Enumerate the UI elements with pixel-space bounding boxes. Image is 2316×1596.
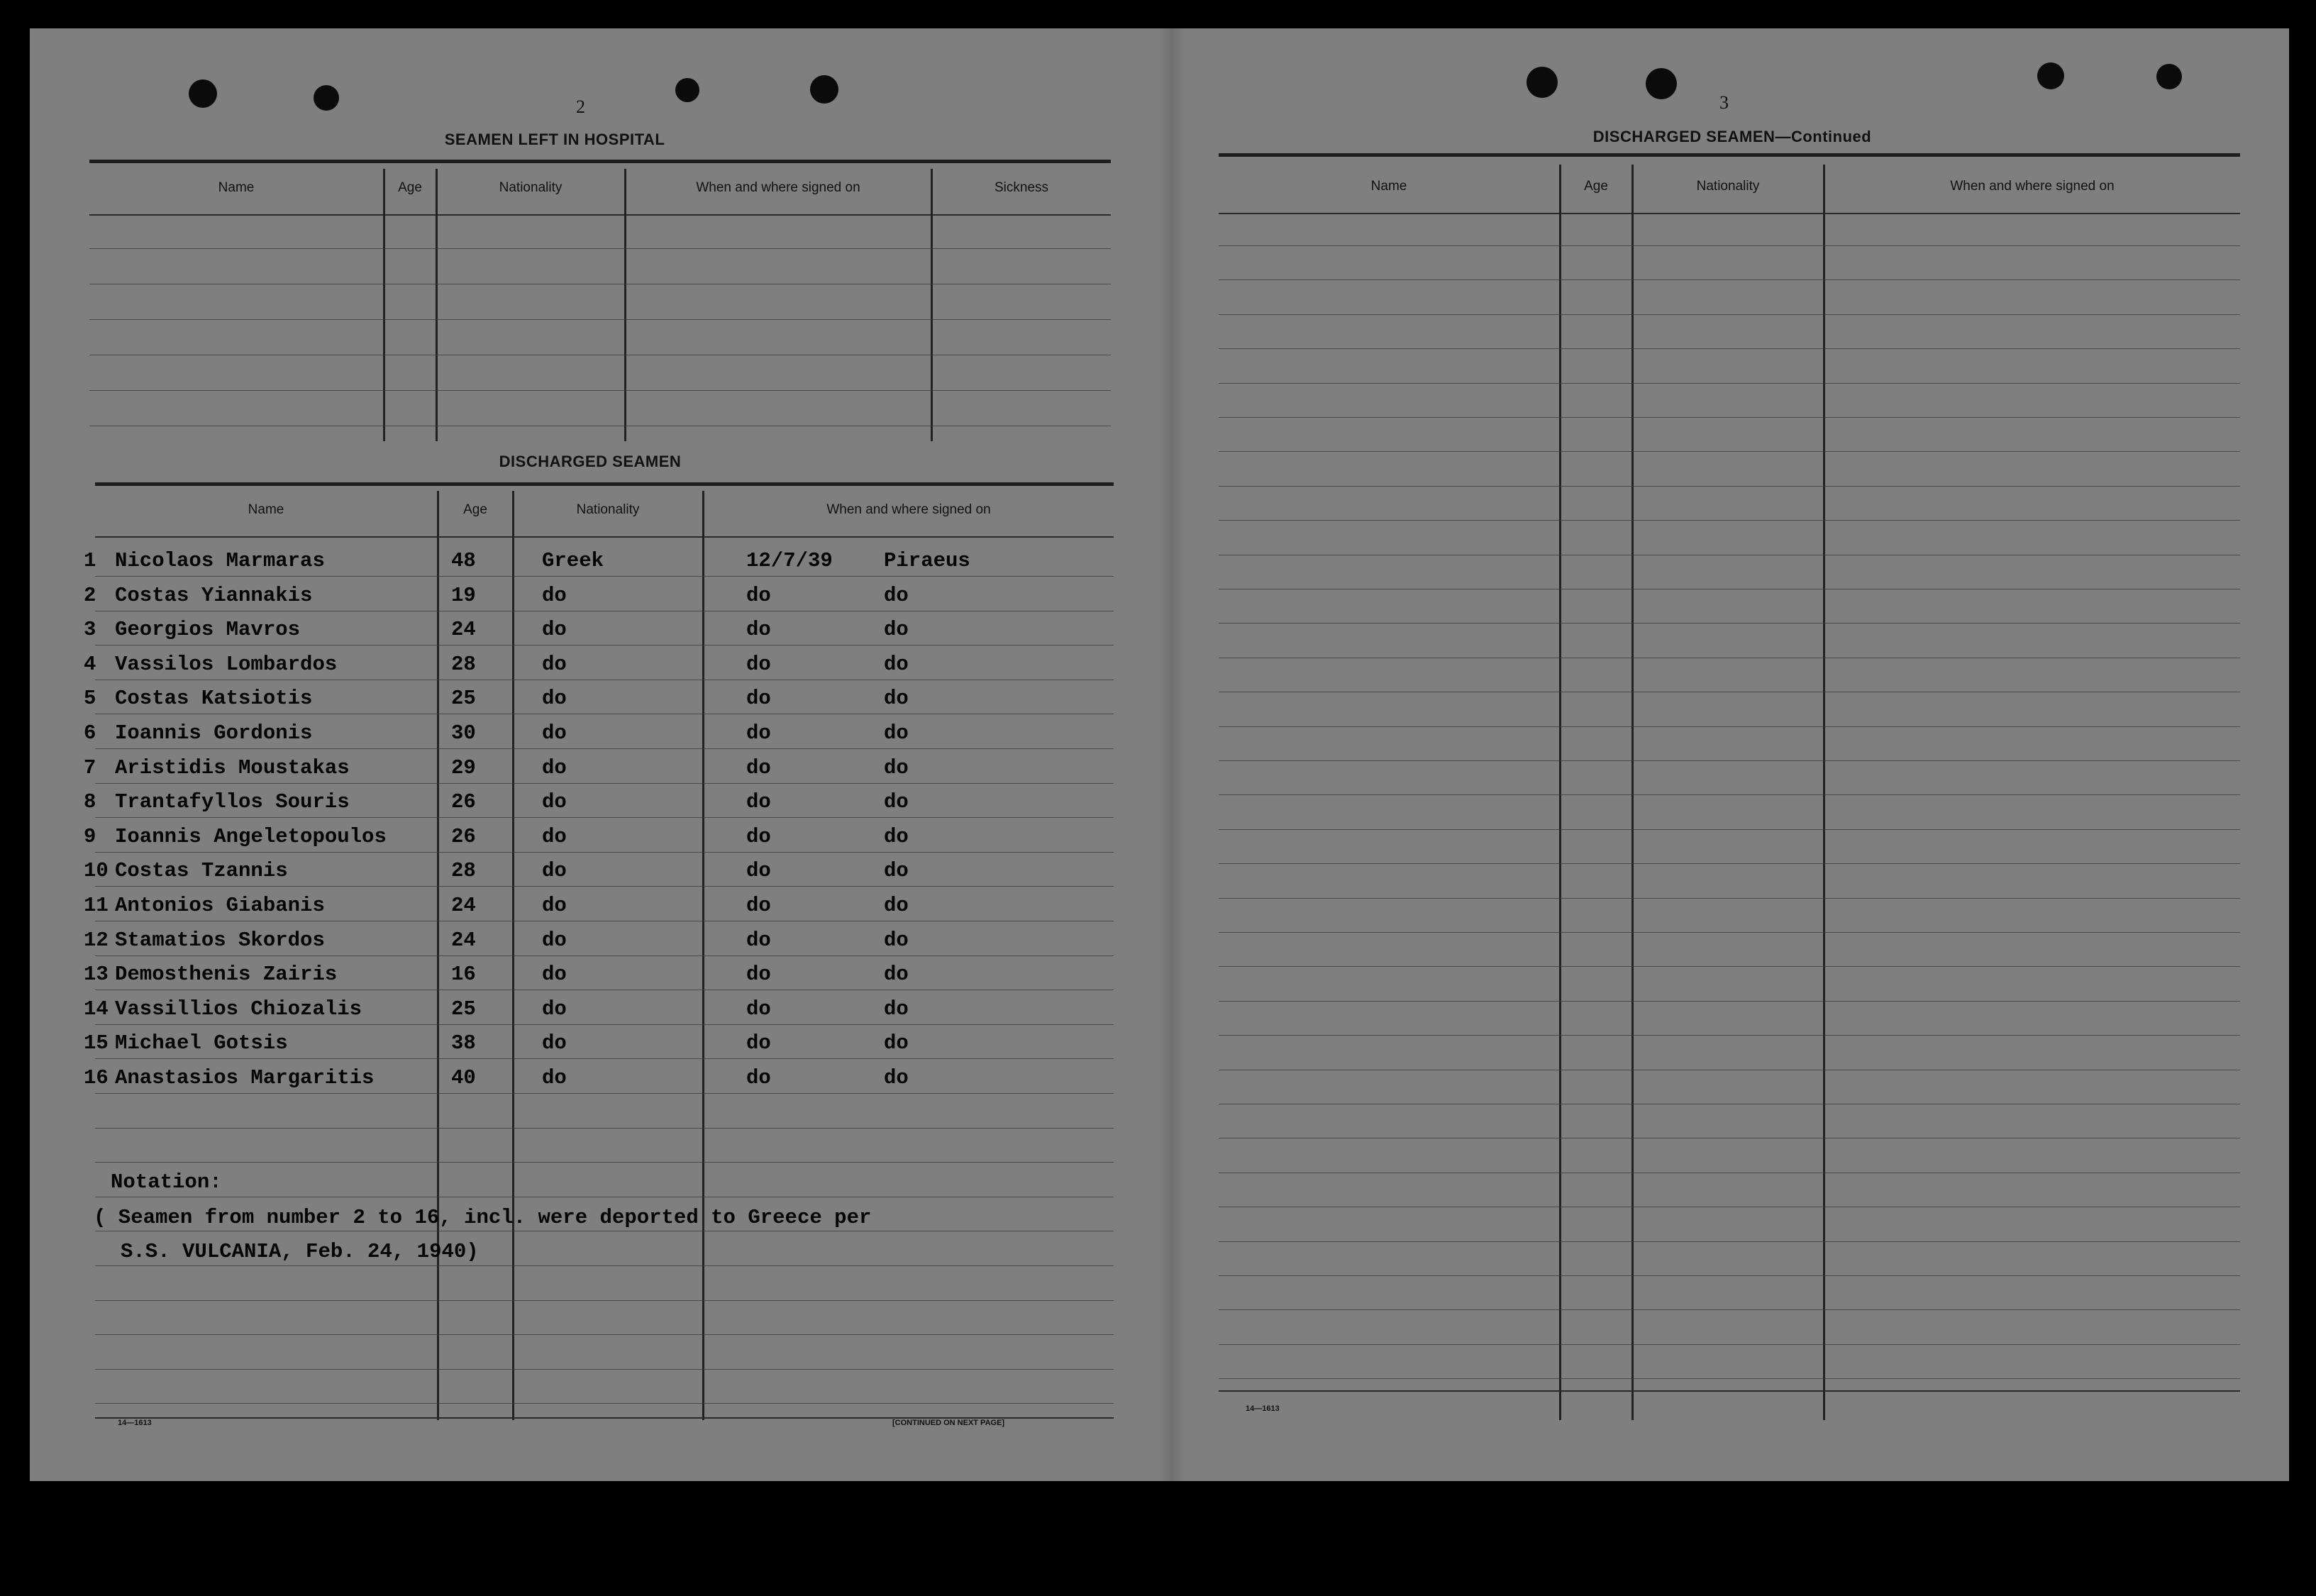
row-number: 12 <box>84 928 109 952</box>
seaman-name: Ioannis Angeletopoulos <box>115 824 387 848</box>
signed-on-date: do <box>746 963 771 987</box>
ruled-line <box>95 783 1114 784</box>
discharged-top-rule <box>95 482 1114 486</box>
right-col-age: Age <box>1584 179 1608 194</box>
seaman-age: 24 <box>451 618 476 642</box>
right-bottom-rule <box>1219 1390 2240 1392</box>
table-row <box>84 752 1112 785</box>
right-col-divider <box>1631 165 1634 1420</box>
hospital-col-age: Age <box>398 180 422 195</box>
seaman-nationality: do <box>542 618 567 642</box>
ruled-line <box>1219 417 2240 418</box>
seaman-name: Ioannis Gordonis <box>115 721 313 745</box>
seaman-age: 25 <box>451 997 476 1021</box>
hospital-header-rule <box>89 214 1111 216</box>
hospital-col-divider <box>383 169 385 441</box>
signed-on-date: do <box>746 687 771 711</box>
ruled-line <box>95 1128 1114 1129</box>
table-row <box>84 1027 1112 1060</box>
seaman-nationality: do <box>542 963 567 987</box>
ruled-line <box>1219 1275 2240 1276</box>
punch-hole <box>2037 62 2064 89</box>
discharged-section-title: DISCHARGED SEAMEN <box>499 453 682 470</box>
signed-on-place: do <box>884 963 909 987</box>
seaman-nationality: do <box>542 790 567 814</box>
punch-hole <box>189 79 217 108</box>
row-number: 16 <box>84 1066 109 1090</box>
seaman-nationality: do <box>542 894 567 917</box>
hospital-col-nationality: Nationality <box>499 180 563 195</box>
seaman-age: 38 <box>451 1031 476 1055</box>
seaman-age: 28 <box>451 859 476 883</box>
right-section-title <box>1505 128 1959 146</box>
right-col-signed-on: When and where signed on <box>1950 179 2115 194</box>
table-row <box>84 717 1112 750</box>
right-top-rule <box>1219 153 2240 157</box>
seaman-age: 24 <box>451 928 476 952</box>
right-col-nationality: Nationality <box>1696 179 1760 194</box>
signed-on-place: do <box>884 790 909 814</box>
hospital-col-sickness: Sickness <box>994 180 1049 195</box>
ruled-line <box>1219 932 2240 933</box>
table-row <box>84 545 1112 577</box>
ruled-line <box>1219 863 2240 864</box>
ruled-line <box>95 1334 1114 1335</box>
seaman-name: Vassillios Chiozalis <box>115 997 362 1021</box>
signed-on-place: Piraeus <box>884 549 970 572</box>
signed-on-date: do <box>746 790 771 814</box>
notation-heading: Notation: <box>111 1170 222 1194</box>
table-row <box>84 1062 1112 1095</box>
signed-on-date: do <box>746 928 771 952</box>
seaman-name: Costas Yiannakis <box>115 583 313 607</box>
ruled-line <box>1219 1309 2240 1310</box>
row-number: 15 <box>84 1031 109 1055</box>
signed-on-place: do <box>884 928 909 952</box>
table-row <box>84 648 1112 681</box>
seaman-name: Vassilos Lombardos <box>115 652 338 676</box>
signed-on-date: do <box>746 997 771 1021</box>
ruled-line <box>1219 1378 2240 1379</box>
ruled-line <box>1219 1344 2240 1345</box>
signed-on-date: do <box>746 583 771 607</box>
ruled-line <box>95 1369 1114 1370</box>
seaman-age: 28 <box>451 652 476 676</box>
discharged-col-name: Name <box>248 502 284 517</box>
punch-hole <box>1527 67 1558 98</box>
row-number: 5 <box>84 687 96 711</box>
row-number: 2 <box>84 583 96 607</box>
seaman-age: 40 <box>451 1066 476 1090</box>
hospital-line <box>89 248 1111 249</box>
table-row <box>84 855 1112 887</box>
row-number: 6 <box>84 721 96 745</box>
signed-on-place: do <box>884 583 909 607</box>
ruled-line <box>95 576 1114 577</box>
seaman-age: 30 <box>451 721 476 745</box>
seaman-nationality: do <box>542 997 567 1021</box>
seaman-nationality: do <box>542 1031 567 1055</box>
form-number-right: 14—1613 <box>1246 1404 1280 1413</box>
signed-on-date: do <box>746 894 771 917</box>
table-row <box>84 993 1112 1026</box>
ruled-line <box>95 886 1114 887</box>
seaman-name: Trantafyllos Souris <box>115 790 350 814</box>
signed-on-date: do <box>746 652 771 676</box>
table-row <box>84 821 1112 853</box>
ruled-line <box>95 1265 1114 1266</box>
seaman-age: 26 <box>451 790 476 814</box>
hospital-col-divider <box>624 169 626 441</box>
seaman-name: Costas Tzannis <box>115 859 288 883</box>
discharged-header-rule <box>95 536 1114 538</box>
right-section-title-suffix: —Continued <box>1775 128 1872 145</box>
ruled-line <box>1219 966 2240 967</box>
discharged-col-signed-on: When and where signed on <box>826 502 991 517</box>
signed-on-place: do <box>884 755 909 780</box>
ruled-line <box>1219 314 2240 315</box>
signed-on-date: do <box>746 824 771 848</box>
continued-note: [CONTINUED ON NEXT PAGE] <box>892 1419 1005 1427</box>
signed-on-date: do <box>746 859 771 883</box>
ruled-line <box>1219 794 2240 795</box>
ruled-line <box>95 852 1114 853</box>
hospital-line <box>89 319 1111 320</box>
page-number-right: 3 <box>1719 92 1729 113</box>
seaman-nationality: do <box>542 687 567 711</box>
ruled-line <box>1219 623 2240 624</box>
row-number: 10 <box>84 859 109 883</box>
table-row <box>84 958 1112 991</box>
table-row <box>84 924 1112 957</box>
signed-on-place: do <box>884 997 909 1021</box>
page-number-left: 2 <box>576 96 585 117</box>
table-row <box>84 890 1112 922</box>
signed-on-place: do <box>884 652 909 676</box>
seaman-name: Costas Katsiotis <box>115 687 313 711</box>
table-row <box>84 614 1112 646</box>
signed-on-date: do <box>746 721 771 745</box>
seaman-nationality: Greek <box>542 549 604 572</box>
seaman-nationality: do <box>542 928 567 952</box>
seaman-age: 24 <box>451 894 476 917</box>
discharged-col-nationality: Nationality <box>576 502 640 517</box>
signed-on-place: do <box>884 894 909 917</box>
ruled-line <box>95 1093 1114 1094</box>
hospital-top-rule <box>89 160 1111 163</box>
punch-hole <box>1646 68 1677 99</box>
ruled-line <box>95 748 1114 749</box>
signed-on-place: do <box>884 1031 909 1055</box>
page-fold <box>1158 28 1186 1481</box>
seaman-age: 26 <box>451 824 476 848</box>
table-row <box>84 682 1112 715</box>
signed-on-date: do <box>746 618 771 642</box>
row-number: 11 <box>84 894 109 917</box>
hospital-col-divider <box>931 169 933 441</box>
row-number: 14 <box>84 997 109 1021</box>
right-header-rule <box>1219 213 2240 214</box>
discharged-col-age: Age <box>463 502 487 517</box>
seaman-name: Stamatios Skordos <box>115 928 325 952</box>
ruled-line <box>1219 726 2240 727</box>
hospital-line <box>89 390 1111 391</box>
seaman-name: Nicolaos Marmaras <box>115 549 325 572</box>
document-sheet <box>30 28 2289 1481</box>
seaman-age: 19 <box>451 583 476 607</box>
ruled-line <box>95 1024 1114 1025</box>
row-number: 3 <box>84 618 96 642</box>
right-section-title-main: DISCHARGED SEAMEN <box>1592 128 1775 145</box>
signed-on-place: do <box>884 824 909 848</box>
row-number: 9 <box>84 824 96 848</box>
signed-on-place: do <box>884 687 909 711</box>
right-col-divider <box>1559 165 1561 1420</box>
seaman-nationality: do <box>542 583 567 607</box>
punch-hole <box>675 78 699 102</box>
signed-on-place: do <box>884 859 909 883</box>
notation-line-1: ( Seamen from number 2 to 16, incl. were deported to Greece per <box>94 1206 872 1229</box>
hospital-col-divider <box>436 169 438 441</box>
signed-on-place: do <box>884 721 909 745</box>
ruled-line <box>1219 348 2240 349</box>
right-col-divider <box>1823 165 1825 1420</box>
signed-on-date: 12/7/39 <box>746 549 833 572</box>
signed-on-date: do <box>746 755 771 780</box>
seaman-name: Georgios Mavros <box>115 618 301 642</box>
hospital-col-name: Name <box>218 180 255 195</box>
punch-hole <box>810 75 838 104</box>
seaman-nationality: do <box>542 721 567 745</box>
signed-on-date: do <box>746 1066 771 1090</box>
ruled-line <box>1219 520 2240 521</box>
ruled-line <box>1219 829 2240 830</box>
ruled-line <box>95 955 1114 956</box>
seaman-nationality: do <box>542 824 567 848</box>
hospital-section-title: SEAMEN LEFT IN HOSPITAL <box>444 131 665 148</box>
seaman-nationality: do <box>542 859 567 883</box>
ruled-line <box>1219 486 2240 487</box>
ruled-line <box>95 1300 1114 1301</box>
signed-on-place: do <box>884 618 909 642</box>
ruled-line <box>95 1058 1114 1059</box>
seaman-age: 25 <box>451 687 476 711</box>
ruled-line <box>1219 383 2240 384</box>
ruled-line <box>1219 1241 2240 1242</box>
seaman-age: 29 <box>451 755 476 780</box>
seaman-nationality: do <box>542 1066 567 1090</box>
row-number: 8 <box>84 790 96 814</box>
ruled-line <box>1219 279 2240 280</box>
row-number: 13 <box>84 963 109 987</box>
seaman-name: Aristidis Moustakas <box>115 755 350 780</box>
ruled-line <box>95 1403 1114 1404</box>
signed-on-date: do <box>746 1031 771 1055</box>
row-number: 7 <box>84 755 96 780</box>
table-row <box>84 580 1112 612</box>
seaman-name: Antonios Giabanis <box>115 894 325 917</box>
seaman-nationality: do <box>542 755 567 780</box>
ruled-line <box>1219 451 2240 452</box>
seaman-nationality: do <box>542 652 567 676</box>
seaman-age: 48 <box>451 549 476 572</box>
form-number-left: 14—1613 <box>118 1419 152 1427</box>
seaman-age: 16 <box>451 963 476 987</box>
ruled-line <box>95 817 1114 818</box>
table-row <box>84 786 1112 819</box>
notation-line-2: S.S. VULCANIA, Feb. 24, 1940) <box>121 1240 479 1263</box>
ruled-line <box>1219 1035 2240 1036</box>
ruled-line <box>1219 1001 2240 1002</box>
signed-on-place: do <box>884 1066 909 1090</box>
punch-hole <box>2156 64 2182 89</box>
hospital-col-signed-on: When and where signed on <box>696 180 860 195</box>
right-col-name: Name <box>1370 179 1407 194</box>
row-number: 4 <box>84 652 96 676</box>
ruled-line <box>1219 760 2240 761</box>
seaman-name: Michael Gotsis <box>115 1031 288 1055</box>
row-number: 1 <box>84 549 96 572</box>
seaman-name: Demosthenis Zairis <box>115 963 338 987</box>
punch-hole <box>314 85 339 111</box>
ruled-line <box>95 1162 1114 1163</box>
seaman-name: Anastasios Margaritis <box>115 1066 375 1090</box>
ruled-line <box>1219 898 2240 899</box>
ruled-line <box>1219 245 2240 246</box>
